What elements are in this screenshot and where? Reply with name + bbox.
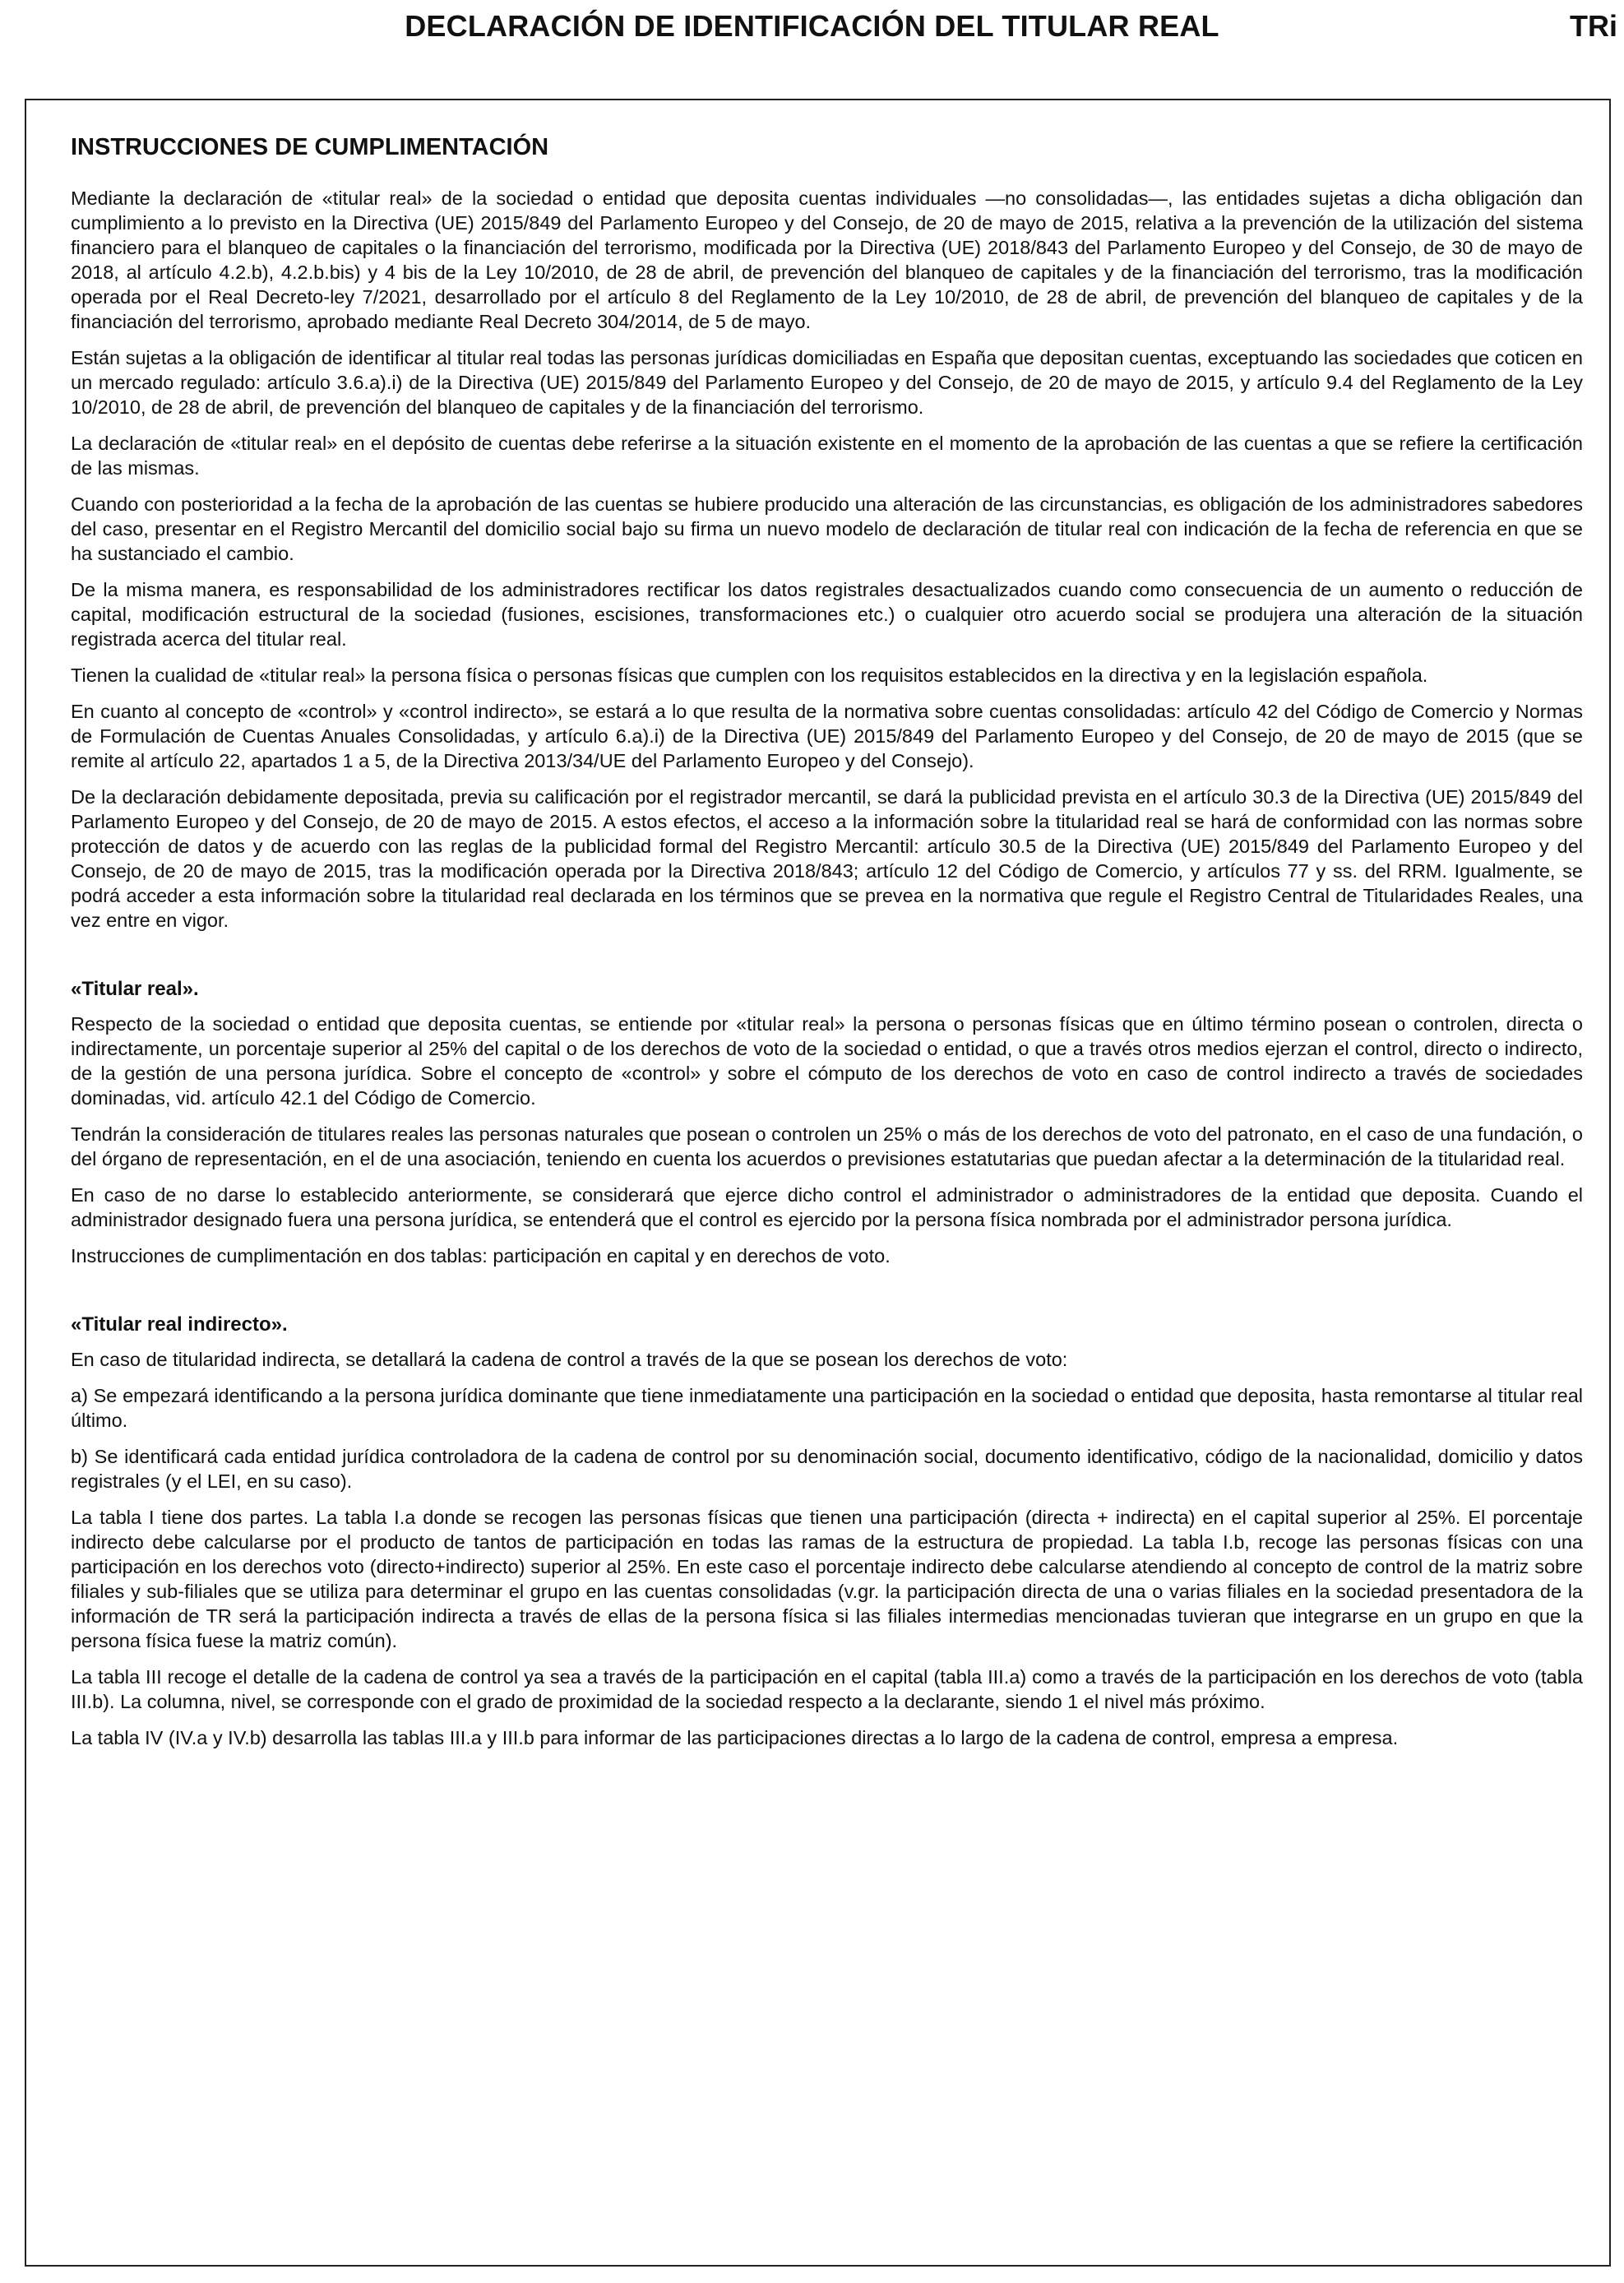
instructions-paragraph: La declaración de «titular real» en el depósito de cuentas debe referirse a la situación existente en el momento de la aprobación de las cuentas a que se refiere la certificación de las mismas. [71, 433, 1583, 479]
instructions-heading: INSTRUCCIONES DE CUMPLIMENTACIÓN [71, 134, 549, 160]
titular-real-paragraph: Tendrán la consideración de titulares reales las personas naturales que posean o controlen un 25% o más de los derechos de voto del patronato, en el caso de una fundación, o del órgano de representación, en el de una asociación, teniendo en cuenta los acuerdos o previsiones estatutarias que puedan afectar a la determinación de la titularidad real. [71, 1123, 1583, 1169]
instructions-paragraph: Tienen la cualidad de «titular real» la persona física o personas físicas que cumplen con los requisitos establecidos en la directiva y en la legislación española. [71, 665, 1428, 686]
instructions-paragraph: De la declaración debidamente depositada, previa su calificación por el registrador mercantil, se dará la publicidad prevista en el artículo 30.3 de la Directiva (UE) 2015/849 del Parlamento Europeo y del Consejo, de 20 de mayo de 2015. A estos efectos, el acceso a la información sobre la titularidad real se hará de conformidad con las normas sobre protección de datos y de acuerdo con las reglas de la publicidad formal del Registro Mercantil: artículo 30.5 de la Directiva (UE) 2015/849 del Parlamento Europeo y del Consejo, de 20 de mayo de 2015, tras la modificación operada por la Directiva 2018/843; artículo 12 del Código de Comercio, y artículos 77 y ss. del RRM. Igualmente, se podrá acceder a esta información sobre la titularidad real declarada en los términos que se prevea en la normativa que regule el Registro Central de Titularidades Reales, una vez entre en vigor. [71, 786, 1583, 931]
instructions-paragraph: En cuanto al concepto de «control» y «control indirecto», se estará a lo que resulta de la normativa sobre cuentas consolidadas: artículo 42 del Código de Comercio y Normas de Formulación de Cuentas Anuales Consolidadas, y artículo 6.a).i) de la Directiva (UE) 2015/849 del Parlamento Europeo y del Consejo, de 20 de mayo de 2015 (que se remite al artículo 22, apartados 1 a 5, de la Directiva 2013/34/UE del Parlamento Europeo y del Consejo). [71, 701, 1583, 771]
form-code: TRi [1570, 9, 1617, 43]
instructions-paragraph: Mediante la declaración de «titular real» de la sociedad o entidad que deposita cuentas individuales —no consolidadas—, las entidades sujetas a dicha obligación dan cumplimiento a lo previsto en la Directiva (UE) 2015/849 del Parlamento Europeo y del Consejo, de 20 de mayo de 2015, relativa a la prevención de la utilización del sistema financiero para el blanqueo de capitales o la financiación del terrorismo, modificada por la Directiva (UE) 2018/843 del Parlamento Europeo y del Consejo, de 30 de mayo de 2018, al artículo 4.2.b), 4.2.b.bis) y 4 bis de la Ley 10/2010, de 28 de abril, de prevención del blanqueo de capitales y de la financiación del terrorismo, tras la modificación operada por el Real Decreto-ley 7/2021, desarrollado por el artículo 8 del Reglamento de la Ley 10/2010, de 28 de abril, de prevención del blanqueo de capitales y de la financiación del terrorismo, aprobado mediante Real Decreto 304/2014, de 5 de mayo. [71, 188, 1583, 332]
titular-real-indirecto-paragraph: b) Se identificará cada entidad jurídica controladora de la cadena de control por su denominación social, documento identificativo, código de la nacionalidad, domicilio y datos registrales (y el LEI, en su caso). [71, 1446, 1583, 1492]
titular-real-indirecto-paragraph: La tabla I tiene dos partes. La tabla I.a donde se recogen las personas físicas que tienen una participación (directa + indirecta) en el capital superior al 25%. El porcentaje indirecto debe calcularse por el producto de tantos de participación en todas las ramas de la estructura de propiedad. La tabla I.b, recoge las personas físicas con una participación en los derechos voto (directo+indirecto) superior al 25%. En este caso el porcentaje indirecto debe calcularse atendiendo al concepto de control de la matriz sobre filiales y sub-filiales que se utiliza para determinar el grupo en las cuentas consolidadas (v.gr. la participación directa de una o varias filiales en la sociedad presentadora de la información de TR será la participación indirecta a través de ellas de la persona física si las filiales intermedias mencionadas tuvieran que integrarse en un grupo en que la persona física fuese la matriz común). [71, 1507, 1583, 1651]
document-title: DECLARACIÓN DE IDENTIFICACIÓN DEL TITULAR REAL [405, 9, 1219, 43]
titular-real-paragraph: En caso de no darse lo establecido anteriormente, se considerará que ejerce dicho control el administrador o administradores de la entidad que deposita. Cuando el administrador designado fuera una persona jurídica, se entenderá que el control es ejercido por la persona física nombrada por el administrador persona jurídica. [71, 1184, 1583, 1230]
titular-real-indirecto-paragraph: La tabla III recoge el detalle de la cadena de control ya sea a través de la participación en el capital (tabla III.a) como a través de la participación en los derechos de voto (tabla III.b). La columna, nivel, se corresponde con el grado de proximidad de la sociedad respecto a la declarante, siendo 1 el nivel más próximo. [71, 1666, 1583, 1712]
instructions-content [71, 133, 1583, 1762]
titular-real-paragraph: Respecto de la sociedad o entidad que deposita cuentas, se entiende por «titular real» la persona o personas físicas que en último término posean o controlen, directa o indirectamente, un porcentaje superior al 25% del capital o de los derechos de voto de la sociedad o entidad, o que a través otros medios ejerzan el control, directo o indirecto, de la gestión de una persona jurídica. Sobre el concepto de «control» y sobre el cómputo de los derechos de voto en caso de control indirecto a través de sociedades dominadas, vid. artículo 42.1 del Código de Comercio. [71, 1013, 1583, 1109]
instructions-paragraph: Cuando con posterioridad a la fecha de la aprobación de las cuentas se hubiere producido una alteración de las circunstancias, es obligación de los administradores sabedores del caso, presentar en el Registro Mercantil del domicilio social bajo su firma un nuevo modelo de declaración de titular real con indicación de la fecha de referencia en que se ha sustanciado el cambio. [71, 493, 1583, 564]
instructions-paragraph: De la misma manera, es responsabilidad de los administradores rectificar los datos registrales desactualizados cuando como consecuencia de un aumento o reducción de capital, modificación estructural de la sociedad (fusiones, escisiones, transformaciones etc.) o cualquier otro acuerdo social se produjera una alteración de la situación registrada acerca del titular real. [71, 579, 1583, 650]
titular-real-indirecto-paragraph: La tabla IV (IV.a y IV.b) desarrolla las tablas III.a y III.b para informar de las participaciones directas a lo largo de la cadena de control, empresa a empresa. [71, 1727, 1399, 1748]
titular-real-heading: «Titular real». [71, 978, 199, 1000]
titular-real-indirecto-paragraph: a) Se empezará identificando a la persona jurídica dominante que tiene inmediatamente una participación en la sociedad o entidad que deposita, hasta remontarse al titular real último. [71, 1385, 1583, 1431]
instructions-paragraph: Están sujetas a la obligación de identificar al titular real todas las personas jurídicas domiciliadas en España que depositan cuentas, exceptuando las sociedades que coticen en un mercado regulado: artículo 3.6.a).i) de la Directiva (UE) 2015/849 del Parlamento Europeo y del Consejo, de 20 de mayo de 2015, y artículo 9.4 del Reglamento de la Ley 10/2010, de 28 de abril, de prevención del blanqueo de capitales y de la financiación del terrorismo. [71, 347, 1583, 418]
titular-real-indirecto-heading: «Titular real indirecto». [71, 1313, 288, 1336]
titular-real-paragraph: Instrucciones de cumplimentación en dos tablas: participación en capital y en derechos de voto. [71, 1245, 891, 1267]
titular-real-indirecto-paragraph: En caso de titularidad indirecta, se detallará la cadena de control a través de la que se posean los derechos de voto: [71, 1349, 1068, 1370]
